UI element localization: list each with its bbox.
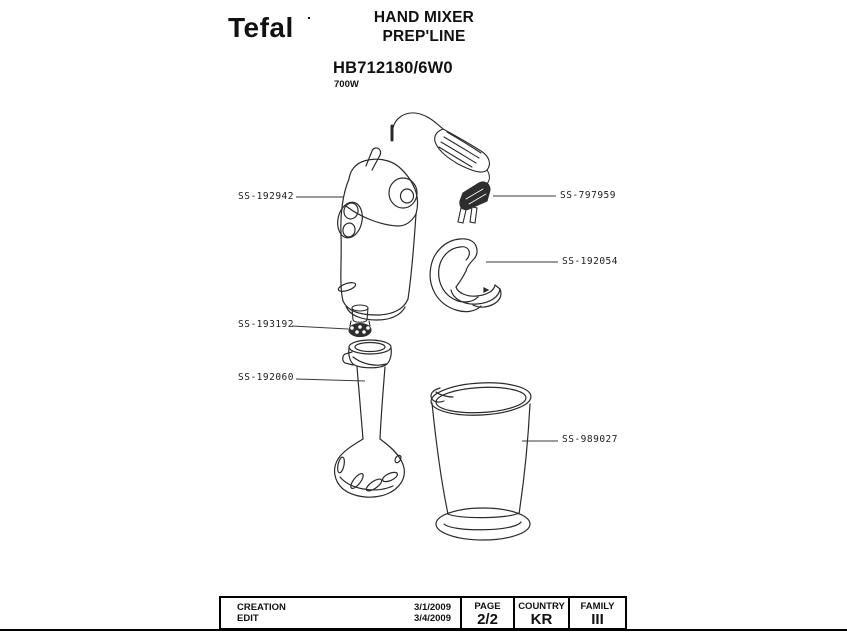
- part-label-power-cord: SS-797959: [560, 190, 616, 201]
- country-cell: [513, 598, 568, 628]
- wall-bracket-drawing: [430, 239, 501, 312]
- edit-label: EDIT: [237, 613, 259, 624]
- beaker-drawing: [430, 380, 532, 540]
- creation-label: CREATION: [237, 602, 286, 613]
- part-label-beaker: SS-989027: [562, 434, 618, 445]
- coupling-drawing: [349, 305, 371, 337]
- creation-row: [237, 602, 451, 613]
- motor-unit-drawing: [335, 148, 418, 320]
- part-label-wall-bracket: SS-192054: [562, 256, 618, 267]
- edit-row: [237, 613, 451, 624]
- power-cord-drawing: [392, 113, 490, 223]
- model-number: HB712180/6W0: [333, 59, 453, 77]
- family-cell: [568, 598, 625, 628]
- edit-date: 3/4/2009: [414, 613, 451, 624]
- blending-foot-drawing: [335, 340, 405, 497]
- part-label-motor-unit: SS-192942: [238, 191, 294, 202]
- country-label: COUNTRY: [518, 601, 565, 612]
- page-value: 2/2: [477, 611, 498, 628]
- leader-lines: [292, 196, 558, 441]
- title-line-2: PREP'LINE: [382, 27, 466, 45]
- page-cell: [460, 598, 513, 628]
- part-label-coupling: SS-193192: [238, 319, 294, 330]
- family-value: III: [591, 611, 604, 628]
- footer-rule: [0, 629, 847, 631]
- creation-date: 3/1/2009: [414, 602, 451, 613]
- page-label: PAGE: [474, 601, 501, 612]
- family-label: FAMILY: [580, 601, 615, 612]
- power-rating: 700W: [334, 79, 359, 90]
- tefal-logo: Tefal: [228, 12, 294, 43]
- document-info-table: [219, 596, 627, 630]
- title-line-1: HAND MIXER: [373, 9, 475, 26]
- revision-cell: [221, 598, 460, 628]
- part-label-blending-foot: SS-192060: [238, 372, 294, 383]
- country-value: KR: [530, 611, 553, 628]
